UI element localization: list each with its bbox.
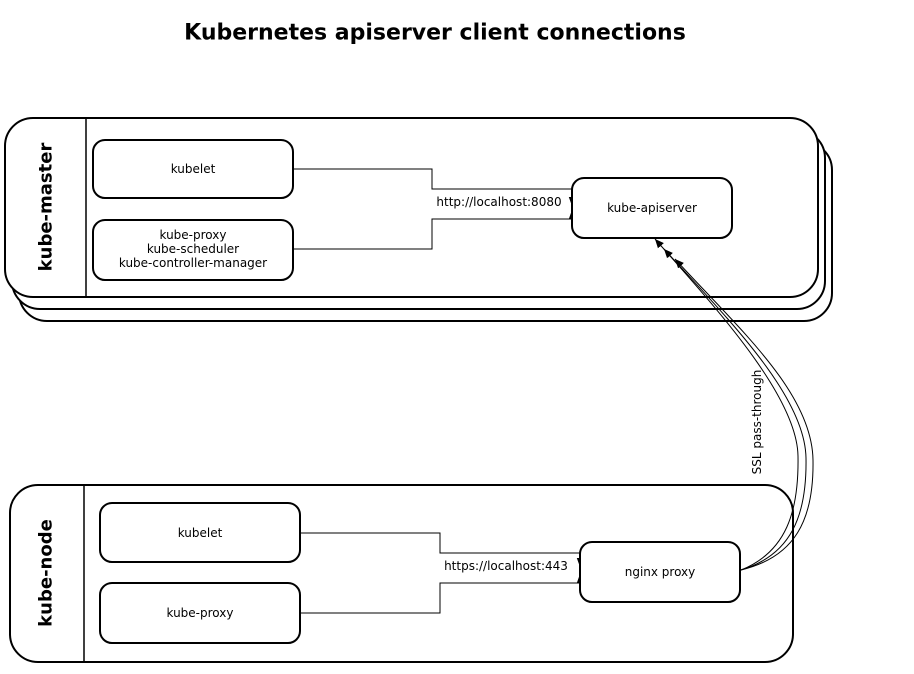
node-nginx-proxy-label: nginx proxy <box>624 565 696 579</box>
node-control-plane-line1: kube-proxy <box>159 228 227 242</box>
http-localhost-label: http://localhost:8080 <box>436 195 562 209</box>
https-localhost-label: https://localhost:443 <box>444 559 568 573</box>
node-kube-apiserver-label: kube-apiserver <box>607 201 697 215</box>
node-kubelet-node-label: kubelet <box>177 526 223 540</box>
ssl-passthrough-label: SSL pass-through <box>750 369 764 475</box>
node-control-plane-line2: kube-scheduler <box>146 242 240 256</box>
kube-master-label: kube-master <box>35 142 57 272</box>
diagram-title: Kubernetes apiserver client connections <box>184 20 686 46</box>
kube-node-label: kube-node <box>35 519 57 627</box>
node-kube-proxy-label: kube-proxy <box>166 606 234 620</box>
node-control-plane-line3: kube-controller-manager <box>118 256 268 270</box>
node-kubelet-master-label: kubelet <box>170 162 216 176</box>
